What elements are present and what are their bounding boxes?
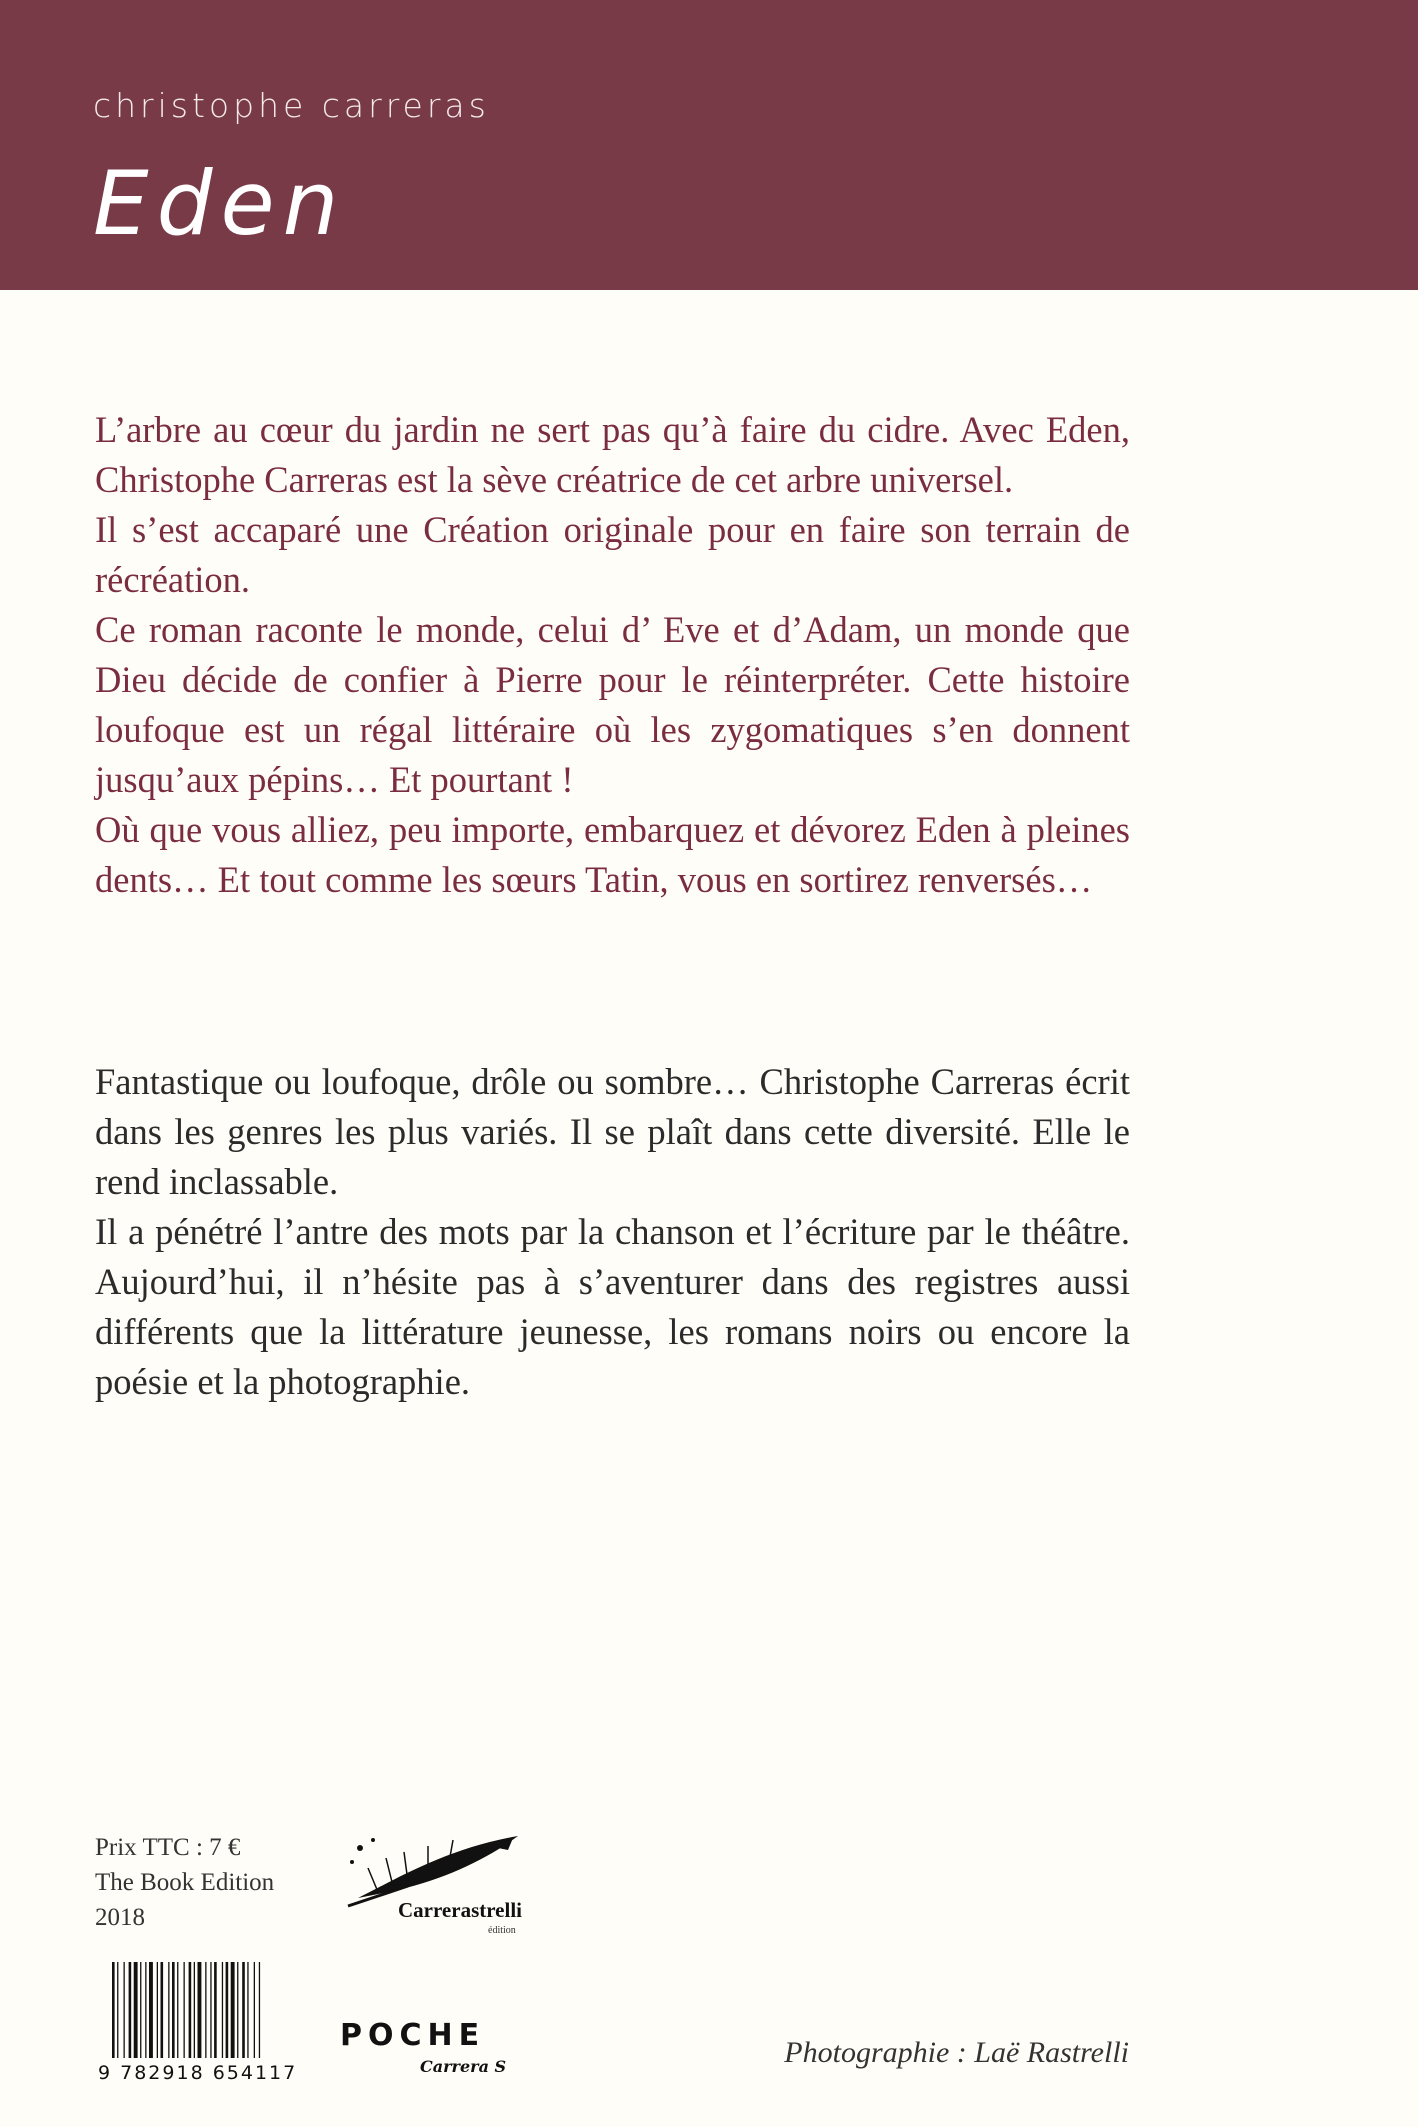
publisher: The Book Edition (95, 1869, 275, 1896)
blurb-paragraph: Où que vous alliez, peu importe, embarquez et dévorez Eden à pleines dents… Et tout comme les sœurs Tatin, vous en sortirez renversés… (95, 809, 1130, 900)
publisher-logo (338, 1828, 538, 1948)
bio-paragraph: Il a pénétré l’antre des mots par la chanson et l’écriture par le théâtre. Aujourd’hui, il n’hésite pas à s’aventurer dans des registres aussi différents que la littérature jeunesse, les romans noirs ou encore la poésie et la photographie. (95, 1211, 1130, 1402)
year: 2018 (95, 1904, 145, 1931)
blurb-paragraph: L’arbre au cœur du jardin ne sert pas qu’à faire du cidre. Avec Eden, Christophe Carreras est la sève créatrice de cet arbre universel. (95, 409, 1130, 500)
logo-name: Carrerastrelli (398, 1898, 523, 1922)
publication-info (95, 1830, 274, 1935)
collection-sub: Carrera S (420, 2057, 507, 2076)
blurb-paragraph: Ce roman raconte le monde, celui d’ Eve et d’Adam, un monde que Dieu décide de confier à Pierre pour le réinterpréter. Cette histoire loufoque est un régal littéraire où les zygomatiques s’en donnent jusqu’aux pépins… Et pourtant ! (95, 609, 1130, 800)
photo-credit: Photographie : Laë Rastrelli (784, 2036, 1129, 2069)
book-blurb (95, 405, 1130, 905)
book-title: Eden (93, 152, 347, 255)
author-name: christophe carreras (93, 86, 490, 125)
bio-paragraph: Fantastique ou loufoque, drôle ou sombre… Christophe Carreras écrit dans les genres les plus variés. Il se plaît dans cette diversité. Elle le rend inclassable. (95, 1061, 1130, 1202)
barcode-icon (112, 1962, 302, 2058)
collection-name: POCHE (340, 2018, 486, 2053)
feather-icon (338, 1828, 538, 1908)
price: Prix TTC : 7 € (95, 1834, 241, 1861)
cover-header (0, 0, 1418, 290)
isbn-number: 9 782918 654117 (98, 2062, 298, 2084)
blurb-paragraph: Il s’est accaparé une Création originale pour en faire son terrain de récréation. (95, 509, 1130, 600)
author-bio (95, 1057, 1130, 1407)
logo-sub: édition (488, 1925, 516, 1936)
